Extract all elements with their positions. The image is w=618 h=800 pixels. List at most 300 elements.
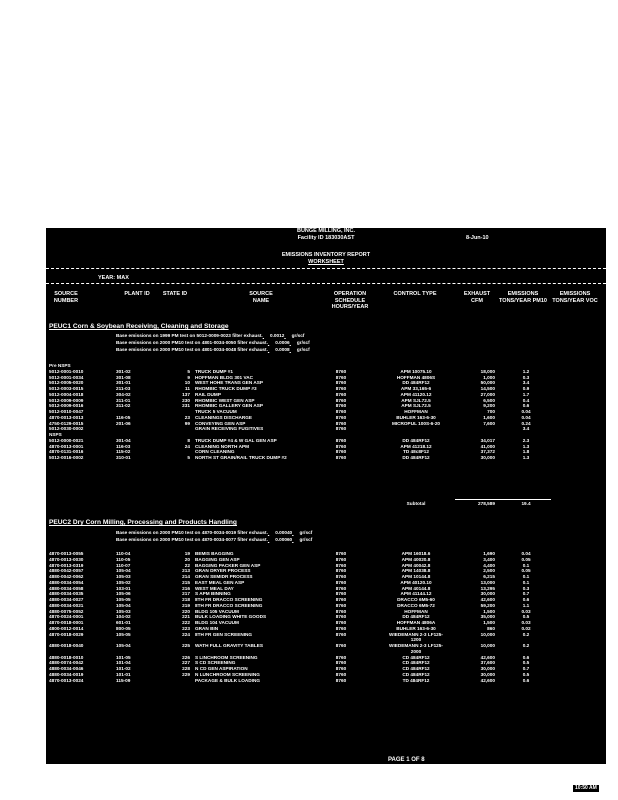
stack-id: 227: [182, 660, 190, 666]
control-type: DD 484RF12: [402, 455, 430, 460]
source-name: EAST MEAL GEN ASP: [195, 579, 245, 585]
operating-hours: 8760: [335, 677, 347, 683]
source-name: TRUCK DUMP #4 & W GAL GEN ASP: [195, 437, 277, 443]
stack-id: 22: [184, 562, 190, 568]
control-type: DD 484RF12: [402, 614, 430, 620]
report-title: EMISSIONS INVENTORY REPORT: [281, 252, 371, 258]
source-number: 4880-0042-0062: [49, 574, 84, 579]
exhaust-cfm: 10,000: [480, 631, 495, 637]
exhaust-cfm: 13,000: [480, 579, 495, 585]
plant-id: 110-05: [116, 556, 131, 562]
plant-id: 105-04: [116, 643, 131, 648]
note-text: Base emissions on 2000 PM10 test on 4870-0034-0077 filter exhaust.: [116, 537, 268, 542]
exhaust-cfm: 30,000: [480, 666, 495, 671]
exhaust-cfm: 42,600: [480, 654, 495, 660]
operating-hours: 8760: [335, 620, 347, 625]
source-number: 4880-0034-0058: [49, 585, 84, 591]
source-number: 5012-0004-0018: [49, 391, 84, 397]
source-name: GRAN BIN: [195, 625, 219, 631]
col-pm10: EMISSIONS TONS/YEAR PM10: [499, 291, 547, 304]
plant-id: 201-06: [116, 420, 131, 426]
control-type: TD 48c8F12: [402, 449, 430, 455]
col-operation: OPERATION SCHEDULE HOURS/YEAR: [331, 291, 369, 310]
exhaust-cfm: 6,500: [483, 397, 495, 403]
exhaust-cfm: 42,600: [480, 677, 495, 683]
control-type: DD 484RF12: [402, 437, 430, 443]
source-number: 5012-0016-0002: [49, 455, 84, 460]
pm10-tons: 2.3: [522, 437, 530, 443]
pm10-tons: 1.3: [522, 455, 530, 460]
control-type: WIEDEMANN 2-3 LF125-: [389, 643, 443, 648]
source-number: 4870-0013-0001: [49, 443, 84, 449]
source-number: 4880-0034-0021: [49, 602, 84, 608]
exhaust-cfm: 37,372: [480, 449, 495, 455]
control-type: CD 484RF12: [402, 666, 430, 671]
plant-id: 304-02: [116, 391, 131, 397]
subtotal-rule: [455, 499, 551, 500]
source-name: CONVEYING GEN ASP: [195, 420, 246, 426]
plant-id: 301-02: [116, 368, 131, 374]
report-sheet: [46, 228, 606, 764]
operating-hours: 8760: [335, 443, 347, 449]
pm10-tons: 0.03: [521, 620, 531, 625]
control-type: DRACCO 6M5-72: [397, 602, 435, 608]
note-unit: gr/scf: [299, 530, 313, 535]
operating-hours: 8760: [335, 374, 347, 380]
stack-id: 213: [182, 568, 190, 574]
control-type: MICROPUL 100S-6-20: [391, 420, 441, 426]
operating-hours: 8760: [335, 426, 347, 432]
year-label: YEAR: MAX: [98, 275, 129, 281]
note-unit: gr/scf: [299, 537, 313, 542]
operating-hours: 8760: [335, 420, 347, 426]
pm10-tons: 1.3: [522, 443, 530, 449]
source-name: WEST HOHE TRANS GEN ASP: [195, 380, 264, 386]
note-unit: gr/scf: [291, 333, 305, 338]
control-type: APM SJL72.5: [401, 403, 431, 409]
operating-hours: 8760: [335, 437, 347, 443]
stack-id: 214: [182, 574, 190, 579]
report-date: 8-Jun-10: [466, 235, 489, 241]
plant-id: 105-03: [116, 608, 131, 614]
operating-hours: 8760: [335, 551, 347, 556]
source-name: N LUNCHROOM SCREENING: [195, 671, 260, 677]
source-name: GRAN DRYER PROCESS: [195, 568, 251, 574]
exhaust-cfm: 6,215: [483, 574, 495, 579]
stack-id: 218: [182, 597, 190, 602]
control-type: CD 484RF12: [402, 660, 430, 666]
plant-id: 103-01: [116, 585, 131, 591]
section-rows: [46, 551, 606, 683]
exhaust-cfm: 14,500: [480, 386, 495, 391]
pm10-tons: 0.04: [521, 551, 531, 556]
source-number: Pre NSPS: [49, 363, 71, 368]
stack-id: 224: [182, 631, 190, 637]
source-name: TRUCK DUMP #1: [195, 368, 233, 374]
stack-id: 219: [182, 602, 190, 608]
source-number: 4880-0034-0027: [49, 597, 84, 602]
subtotal-pm10: 19.4: [521, 501, 531, 506]
source-number: 4880-0074-0042: [49, 660, 84, 666]
source-name: NORTH ST GRAIN/RAIL TRUCK DUMP #2: [195, 455, 287, 460]
source-name: BLDG 105 VACUUM: [195, 608, 239, 614]
col-source: SOURCE NUMBER: [53, 291, 79, 304]
exhaust-cfm: 18,000: [480, 368, 495, 374]
note-value: 0.00040: [275, 530, 293, 535]
pm10-tons: 3.4: [522, 380, 530, 386]
exhaust-cfm: 30,000: [480, 671, 495, 677]
operating-hours: 8760: [335, 660, 347, 666]
pm10-tons: 0.7: [522, 591, 530, 597]
stack-id: 228: [182, 666, 190, 671]
pm10-tons: 1.1: [522, 602, 530, 608]
pm10-tons: 0.2: [522, 631, 530, 637]
company-name: BUNGE MILLING, INC.: [296, 228, 356, 234]
plant-id: 101-05: [116, 654, 131, 660]
exhaust-cfm: 30,000: [480, 591, 495, 597]
stack-id: 19: [184, 551, 190, 556]
plant-id: 105-05: [116, 597, 131, 602]
source-number: 5012-0009-0016: [49, 403, 84, 409]
control-type: HOFFMAN: [404, 608, 428, 614]
operating-hours: 8760: [335, 579, 347, 585]
plant-id: 104-02: [116, 614, 131, 620]
source-name: HOFFMAN BLDG 301 VAC: [195, 374, 253, 380]
pm10-tons: 0.03: [521, 608, 531, 614]
source-name: WATH FULL GRAVITY TABLES: [195, 643, 264, 648]
pm10-tons: 0.04: [521, 414, 531, 420]
source-name: 8TH FR DRACCO SCREENING: [195, 597, 263, 602]
source-number: 4880-0018-0040: [49, 643, 84, 648]
stack-id: 8: [187, 437, 190, 443]
pm10-tons: 0.5: [522, 660, 530, 666]
exhaust-cfm: 1,500: [483, 608, 495, 614]
source-number: 4880-0034-0046: [49, 666, 84, 671]
stack-id: 231: [182, 403, 190, 409]
source-number: 5012-0000-0021: [49, 437, 84, 443]
plant-id: 116-05: [116, 414, 131, 420]
stack-id: 216: [182, 585, 190, 591]
stack-id: 24: [184, 443, 190, 449]
plant-id: 110-07: [116, 562, 131, 568]
plant-id: 800-05: [116, 625, 131, 631]
source-name: RAIL DUMP: [195, 391, 221, 397]
exhaust-cfm: 41,000: [480, 443, 495, 449]
control-type: 1200: [410, 637, 422, 643]
source-number: 4800-0012-0014: [49, 625, 84, 631]
source-number: 4870-0013-0055: [49, 551, 84, 556]
control-type: APM 40042.8: [401, 562, 431, 568]
note-unit: gr/scf: [296, 347, 310, 352]
exhaust-cfm: 4,400: [483, 562, 495, 568]
pm10-tons: 0.3: [522, 585, 530, 591]
operating-hours: 8760: [335, 585, 347, 591]
stack-id: 226: [182, 654, 190, 660]
exhaust-cfm: 700: [487, 409, 495, 414]
source-name: BAGGING PACKER GEN ASP: [195, 562, 261, 568]
control-type: APM 40020.8: [401, 556, 431, 562]
pm10-tons: 1.8: [522, 449, 530, 455]
source-name: CLEANINGS DISCHARGE: [195, 414, 253, 420]
source-number: 4750-0129-0015: [49, 420, 84, 426]
control-type: CD 484RF12: [402, 671, 430, 677]
operating-hours: 8760: [335, 391, 347, 397]
operating-hours: 8760: [335, 666, 347, 671]
pm10-tons: 0.04: [521, 409, 531, 414]
source-number: 4880-0034-0035: [49, 591, 84, 597]
exhaust-cfm: 37,600: [480, 660, 495, 666]
exhaust-cfm: 42,600: [480, 597, 495, 602]
control-type: BUHLER 163-6-30: [396, 414, 436, 420]
source-name: WEST MEAL DAY: [195, 585, 234, 591]
operating-hours: 8760: [335, 368, 347, 374]
exhaust-cfm: 10,000: [480, 643, 495, 648]
pm10-tons: 0.4: [522, 397, 530, 403]
plant-id: 116-03: [116, 443, 131, 449]
source-name: RHOMBIC WEST GEN ASP: [195, 397, 255, 403]
control-type: HOFFMAN 4806A: [396, 620, 436, 625]
plant-id: 311-02: [116, 403, 131, 409]
pm10-tons: 0.6: [522, 597, 530, 602]
operating-hours: 8760: [335, 455, 347, 460]
pm10-tons: 0.5: [522, 614, 530, 620]
exhaust-cfm: 9,200: [483, 403, 495, 409]
exhaust-cfm: 27,000: [480, 391, 495, 397]
source-name: S LINCHROOM SCREENING: [195, 654, 258, 660]
pm10-tons: 3.4: [522, 426, 530, 432]
operating-hours: 8760: [335, 386, 347, 391]
source-name: RHOMBIC GALLERY GEN ASP: [195, 403, 264, 409]
col-control: CONTROL TYPE: [393, 291, 437, 297]
pm10-tons: 0.1: [522, 574, 530, 579]
stack-id: 23: [184, 414, 190, 420]
operating-hours: 8760: [335, 409, 347, 414]
plant-id: 110-04: [116, 551, 131, 556]
note-text: Base emissions on 1999 PM test on 5012-0009-0023 filter exhaust.: [116, 333, 263, 338]
source-name: CLEANING NORTH APM: [195, 443, 249, 449]
control-type: APM 40120.10: [400, 579, 432, 585]
operating-hours: 8760: [335, 671, 347, 677]
col-source-name: SOURCE NAME: [249, 291, 273, 304]
plant-id: 601-01: [116, 620, 131, 625]
operating-hours: 8760: [335, 625, 347, 631]
report-subtitle: WORKSHEET: [308, 259, 344, 265]
source-number: 4880-0034-0054: [49, 579, 84, 585]
source-number: 4880-0042-0057: [49, 568, 84, 574]
stack-id: 137: [182, 391, 190, 397]
source-name: BAGGING GEN ASP: [195, 556, 240, 562]
note-text: Base emissions on 2000 PM10 test on 4870-0034-0019 filter exhaust.: [116, 530, 268, 535]
subtotal-label: Subtotal: [406, 501, 426, 506]
pm10-tons: 1.7: [522, 391, 530, 397]
exhaust-cfm: 860: [487, 625, 495, 631]
pm10-tons: 0.6: [522, 677, 530, 683]
operating-hours: 8760: [335, 631, 347, 637]
note-value: 0.0012: [270, 333, 285, 338]
exhaust-cfm: 35,000: [480, 614, 495, 620]
control-type: WIEDEMANN 2-3 LF125-: [389, 631, 443, 637]
operating-hours: 8760: [335, 643, 347, 648]
control-type: TD 484RF12: [402, 677, 430, 683]
note-value: 0.00060: [275, 537, 293, 542]
operating-hours: 8760: [335, 562, 347, 568]
control-type: APM 40144.8: [401, 585, 431, 591]
source-name: CORN CLEANING: [195, 449, 235, 455]
operating-hours: 8760: [335, 380, 347, 386]
table-row: [46, 455, 606, 461]
page-number: PAGE 1 OF 8: [388, 757, 425, 763]
control-type: APM 41120.12: [400, 391, 432, 397]
control-type: APM 10075.10: [400, 368, 432, 374]
col-voc: EMISSIONS TONS/YEAR VOC: [552, 291, 598, 304]
operating-hours: 8760: [335, 602, 347, 608]
control-type: APM 33,165-6: [400, 386, 432, 391]
pm10-tons: 0.5: [522, 671, 530, 677]
note-value: 0.0008: [275, 347, 290, 352]
plant-id: 301-04: [116, 437, 131, 443]
source-number: 5012-0005-0020: [49, 380, 84, 386]
source-name: GRAN SEMIDR PROCESS: [195, 574, 253, 579]
operating-hours: 8760: [335, 574, 347, 579]
col-plant-id: PLANT ID: [124, 291, 150, 297]
source-number: 4880-0034-0019: [49, 671, 84, 677]
operating-hours: 8760: [335, 556, 347, 562]
plant-id: 115-09: [116, 677, 131, 683]
divider: [46, 283, 606, 284]
pm10-tons: 0.2: [522, 643, 530, 648]
stack-id: 5: [187, 368, 190, 374]
control-type: APM 10144.8: [401, 574, 431, 579]
plant-id: 101-01: [116, 671, 131, 677]
pm10-tons: 1.2: [522, 368, 530, 374]
source-number: 4870-0024-0001: [49, 614, 84, 620]
pm10-tons: 0.6: [522, 403, 530, 409]
stack-id: 99: [184, 420, 190, 426]
stack-id: 10: [184, 380, 190, 386]
source-name: GRAIN RECEIVING FUGITIVES: [195, 426, 264, 432]
source-name: BULK LOADING WHITE GOODS: [195, 614, 267, 620]
plant-id: 101-02: [116, 666, 131, 671]
source-number: 4870-0018-0029: [49, 631, 84, 637]
source-name: BEMIS BAGGING: [195, 551, 234, 556]
stack-id: 223: [182, 625, 190, 631]
operating-hours: 8760: [335, 449, 347, 455]
stack-id: 225: [182, 643, 190, 648]
plant-id: 311-01: [116, 397, 131, 403]
control-type: DD 484RF12: [402, 380, 430, 386]
pm10-tons: 0.3: [522, 374, 530, 380]
note-line: [116, 340, 310, 345]
section-title: PEUC2 Dry Corn Milling, Processing and Products Handling: [49, 519, 237, 526]
exhaust-cfm: 3,400: [483, 556, 495, 562]
stack-id: 215: [182, 579, 190, 585]
pm10-tons: 0.6: [522, 654, 530, 660]
note-value: 0.0006: [275, 340, 290, 345]
source-name: TRUCK 5 VACUUM: [195, 409, 237, 414]
operating-hours: 8760: [335, 414, 347, 420]
source-number: 5012-0003-0015: [49, 386, 84, 391]
operating-hours: 8760: [335, 654, 347, 660]
operating-hours: 8760: [335, 397, 347, 403]
note-line: [116, 530, 312, 535]
stack-id: 11: [185, 386, 190, 391]
control-type: APM 16018.6: [401, 551, 431, 556]
operating-hours: 8760: [335, 597, 347, 602]
note-line: [116, 333, 304, 338]
stack-id: 217: [182, 591, 190, 597]
pm10-tons: 0.7: [522, 666, 530, 671]
source-number: 4870-0131-0016: [49, 449, 84, 455]
exhaust-cfm: 1,690: [483, 551, 495, 556]
source-number: 4870-0013-0024: [49, 677, 84, 683]
section-title: PEUC1 Corn & Soybean Receiving, Cleaning and Storage: [49, 323, 229, 330]
source-name: BLDG 104 VACUUM: [195, 620, 239, 625]
control-type: APM 41218.12: [400, 443, 432, 449]
note-text: Base emissions on 2000 PM10 test on 4801-0034-0048 filter exhaust.: [116, 347, 268, 352]
source-number: 5012-0009-0009: [49, 397, 84, 403]
control-type: APM 41144.12: [400, 591, 432, 597]
operating-hours: 8760: [335, 591, 347, 597]
facility-id: Facility ID 183030AST: [297, 235, 355, 241]
section-rows: [46, 363, 606, 461]
operating-hours: 8760: [335, 614, 347, 620]
control-type: APM 14038.8: [401, 568, 431, 574]
note-unit: gr/scf: [296, 340, 310, 345]
source-number: 4880-0018-0010: [49, 654, 84, 660]
source-number: 5012-0010-0047: [49, 409, 84, 414]
subtotal-cfm: 278,589: [478, 501, 495, 506]
source-number: 5012-0001-0010: [49, 368, 84, 374]
pm10-tons: 0.1: [522, 562, 530, 568]
source-name: N CD GEN ASPIRATION: [195, 666, 248, 671]
pm10-tons: 0.02: [521, 625, 531, 631]
print-time: 10:50 AM: [575, 785, 597, 791]
col-stack-id: STATE ID: [162, 291, 188, 297]
exhaust-cfm: 2,500: [483, 568, 495, 574]
operating-hours: 8760: [335, 403, 347, 409]
pm10-tons: 0.9: [522, 386, 530, 391]
operating-hours: 8760: [335, 568, 347, 574]
control-type: CD 484RF12: [402, 654, 430, 660]
plant-id: 101-04: [116, 660, 131, 666]
plant-id: 105-06: [116, 591, 131, 597]
source-name: S CD SCREENING: [195, 660, 236, 666]
pm10-tons: 0.05: [521, 556, 531, 562]
subtotal-row: [46, 501, 606, 507]
plant-id: 301-01: [116, 380, 131, 386]
source-number: 5012-0001-0034: [49, 374, 84, 380]
source-name: RHOMBIC TRUCK DUMP #3: [195, 386, 257, 391]
control-type: BUHLER 163-6-30: [396, 625, 436, 631]
source-name: PACKAGE & BULK LOADING: [195, 677, 261, 683]
exhaust-cfm: 30,000: [480, 455, 495, 460]
exhaust-cfm: 13,295: [480, 585, 495, 591]
source-number: 4870-0013-0013: [49, 414, 84, 420]
control-type: HOFFMAN 4806S: [396, 374, 436, 380]
plant-id: 105-04: [116, 568, 131, 574]
note-text: Base emissions on 2000 PM10 test on 4801-0034-0050 filter exhaust.: [116, 340, 268, 345]
note-line: [116, 537, 312, 542]
plant-id: 105-04: [116, 602, 131, 608]
plant-id: 105-03: [116, 574, 131, 579]
source-number: 4870-0018-0001: [49, 620, 84, 625]
plant-id: 105-05: [116, 631, 131, 637]
exhaust-cfm: 59,200: [480, 602, 495, 608]
exhaust-cfm: 7,600: [483, 420, 495, 426]
source-number: 5012-0030-0002: [49, 426, 84, 432]
stack-id: 229: [182, 671, 190, 677]
note-line: [116, 347, 310, 352]
